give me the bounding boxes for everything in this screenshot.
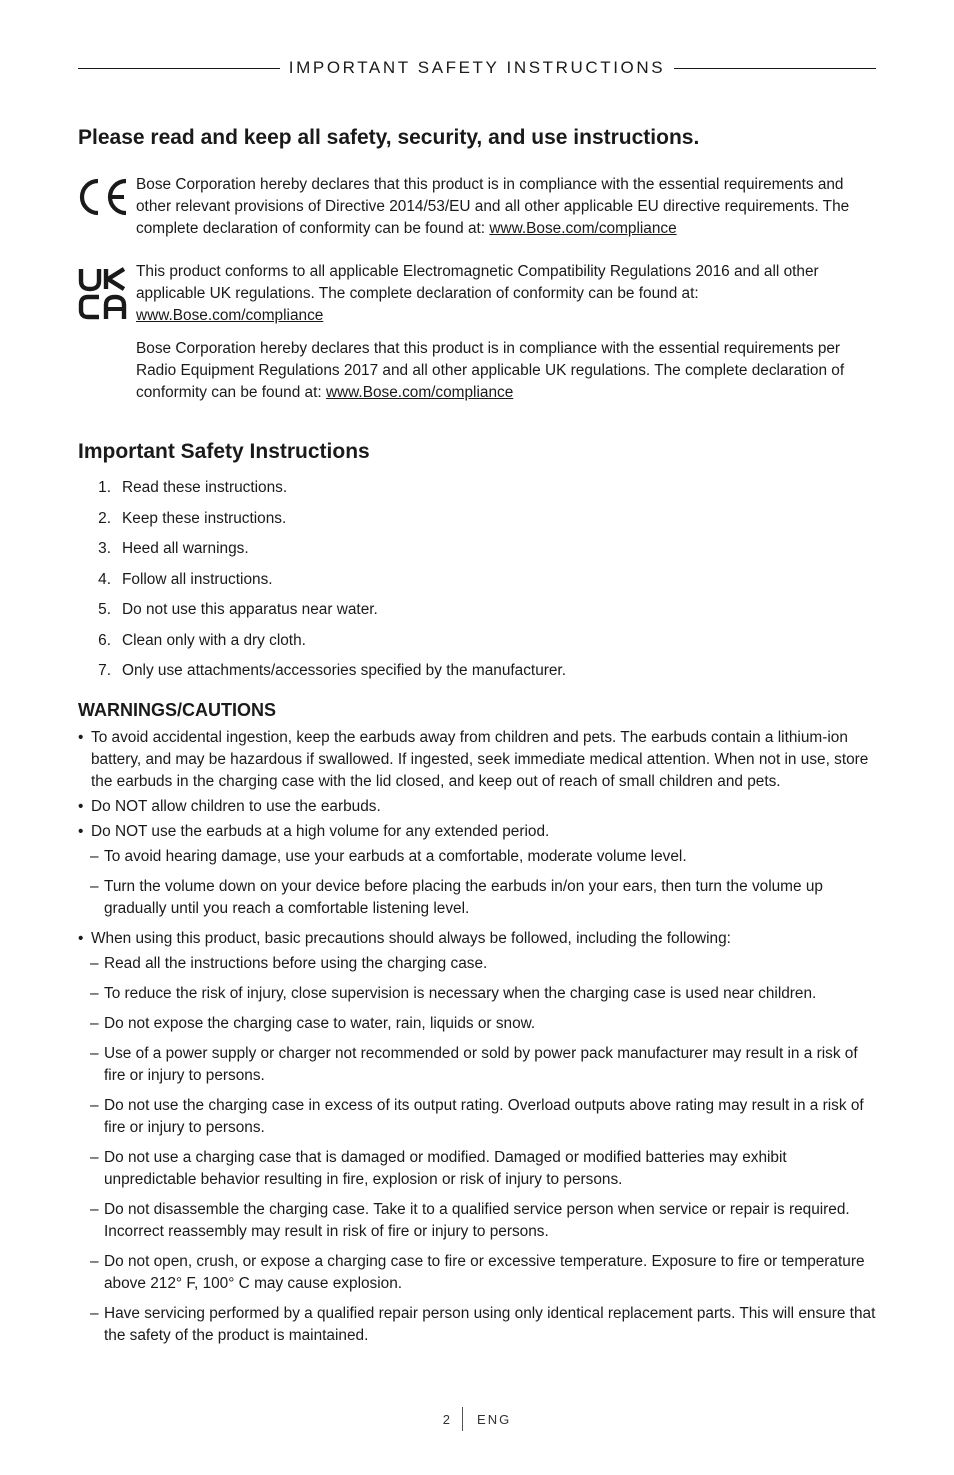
warning-subitem <box>78 953 878 975</box>
warning-subtext: Do not use a charging case that is damaged or modified. Damaged or modified batteries may exhibit unpredictable behavior resulting in fire, explosion or risk of injury to persons. <box>104 1149 787 1188</box>
ukca-radio-link[interactable]: www.Bose.com/compliance <box>325 384 514 401</box>
list-number: 1. <box>98 479 111 496</box>
list-text: Clean only with a dry cloth. <box>122 631 306 649</box>
ukca-emc-declaration <box>136 261 876 327</box>
warning-subtext: Read all the instructions before using the charging case. <box>104 955 488 972</box>
warning-item <box>78 796 878 818</box>
dash-mark: – <box>90 1305 99 1322</box>
ce-declaration <box>136 174 876 240</box>
dash-mark: – <box>90 1045 99 1062</box>
page-footer <box>0 1406 954 1432</box>
list-item <box>78 538 878 569</box>
warning-text: When using this product, basic precautions should always be followed, including the following: <box>91 930 731 947</box>
list-number: 5. <box>98 601 111 618</box>
safety-instruction-list <box>78 477 878 691</box>
list-text: Follow all instructions. <box>122 570 273 588</box>
warning-subtext: To reduce the risk of injury, close supervision is necessary when the charging case is used near children. <box>104 985 817 1002</box>
list-item <box>78 660 878 691</box>
warning-item <box>78 821 878 843</box>
warning-subitem <box>78 1199 878 1243</box>
ukca-emc-text: This product conforms to all applicable Electromagnetic Compatibility Regulations 2016 and all other applicable UK regulations. The complete declaration of conformity can be found at: <box>136 263 819 302</box>
warning-subtext: Use of a power supply or charger not recommended or sold by power pack manufacturer may result in a risk of fire or injury to persons. <box>104 1045 858 1084</box>
header-title: IMPORTANT SAFETY INSTRUCTIONS <box>288 58 666 77</box>
warning-subitem <box>78 1147 878 1191</box>
dash-mark: – <box>90 955 99 972</box>
warning-text: To avoid accidental ingestion, keep the earbuds away from children and pets. The earbuds contain a lithium-ion battery, and may be hazardous if swallowed. If ingested, seek immediate medical attention. When not in use, store the earbuds in the charging case with the lid closed, and keep out of reach of small children and pets. <box>91 729 869 790</box>
bullet-mark: • <box>78 798 84 815</box>
warning-text: Do NOT use the earbuds at a high volume for any extended period. <box>91 823 550 840</box>
ukca-emc-link[interactable]: www.Bose.com/compliance <box>136 307 324 324</box>
dash-mark: – <box>90 1149 99 1166</box>
ce-compliance-link[interactable]: www.Bose.com/compliance <box>489 220 677 237</box>
bullet-mark: • <box>78 823 84 840</box>
running-header <box>78 56 876 80</box>
warning-subitem <box>78 1303 878 1347</box>
list-text: Read these instructions. <box>122 479 288 496</box>
ukca-mark-icon <box>78 267 128 321</box>
warning-subtext: Have servicing performed by a qualified repair person using only identical replacement parts. This will ensure that the safety of the product is maintained. <box>104 1305 876 1344</box>
warning-subitem <box>78 983 878 1005</box>
warning-subtext: Do not open, crush, or expose a charging case to fire or excessive temperature. Exposure to fire or temperature above 212° F, 100° C may cause explosion. <box>104 1253 865 1292</box>
warning-item <box>78 928 878 950</box>
list-number: 7. <box>98 662 111 679</box>
dash-mark: – <box>90 848 99 865</box>
warning-subitem <box>78 846 878 868</box>
list-item <box>78 477 878 508</box>
warnings-list <box>78 727 878 1355</box>
ukca-radio-text: Bose Corporation hereby declares that this product is in compliance with the essential requirements per Radio Equipment Regulations 2017 and all other applicable UK regulations. The complete declaration of conformity can be found at: <box>136 340 845 401</box>
list-number: 6. <box>98 631 111 649</box>
dash-mark: – <box>90 1097 99 1114</box>
ce-mark-icon <box>78 177 130 217</box>
page-number: 2 <box>442 1411 453 1427</box>
ukca-radio-declaration <box>136 338 876 404</box>
header-rule-left <box>78 68 280 69</box>
warning-subtext: Turn the volume down on your device before placing the earbuds in/on your ears, then turn the volume up gradually until you reach a comfortable listening level. <box>104 878 823 917</box>
ce-compliance-block <box>78 174 878 244</box>
warning-subitem <box>78 1095 878 1139</box>
language-code: ENG <box>477 1411 512 1427</box>
bullet-mark: • <box>78 930 84 947</box>
ukca-declarations <box>136 261 876 404</box>
list-number: 3. <box>98 540 111 557</box>
warning-subtext: Do not disassemble the charging case. Take it to a qualified service person when service or repair is required. Incorrect reassembly may result in risk of fire or injury to persons. <box>104 1201 850 1240</box>
main-heading: Please read and keep all safety, security, and use instructions. <box>78 126 700 149</box>
bullet-mark: • <box>78 729 84 746</box>
dash-mark: – <box>90 1015 99 1032</box>
warning-text: Do NOT allow children to use the earbuds. <box>91 798 381 815</box>
list-number: 4. <box>98 570 111 588</box>
header-rule-right <box>674 68 876 69</box>
warning-subtext: Do not expose the charging case to water, rain, liquids or snow. <box>104 1015 536 1032</box>
list-number: 2. <box>98 509 111 527</box>
list-text: Heed all warnings. <box>122 540 249 557</box>
warning-subitem <box>78 1043 878 1087</box>
warning-subitem <box>78 1251 878 1295</box>
list-text: Only use attachments/accessories specified by the manufacturer. <box>122 662 566 679</box>
dash-mark: – <box>90 878 99 895</box>
safety-heading: Important Safety Instructions <box>78 440 370 463</box>
ukca-compliance-block <box>78 261 878 411</box>
warning-subtext: Do not use the charging case in excess of its output rating. Overload outputs above rating may result in a risk of fire or injury to persons. <box>104 1097 864 1136</box>
dash-mark: – <box>90 1201 99 1218</box>
warnings-heading: WARNINGS/CAUTIONS <box>78 700 276 720</box>
dash-mark: – <box>90 1253 99 1270</box>
list-text: Do not use this apparatus near water. <box>122 601 378 618</box>
list-item <box>78 569 878 600</box>
warning-subtext: To avoid hearing damage, use your earbuds at a comfortable, moderate volume level. <box>104 848 687 865</box>
ce-declaration-text: Bose Corporation hereby declares that this product is in compliance with the essential requirements and other relevant provisions of Directive 2014/53/EU and all other applicable EU directive requirements. The complete declaration of conformity can be found at: <box>136 176 850 237</box>
list-item <box>78 599 878 630</box>
warning-subitem <box>78 876 878 920</box>
list-item <box>78 508 878 539</box>
warning-item <box>78 727 878 793</box>
list-text: Keep these instructions. <box>122 509 287 527</box>
warning-subitem <box>78 1013 878 1035</box>
list-item <box>78 630 878 661</box>
dash-mark: – <box>90 985 99 1002</box>
